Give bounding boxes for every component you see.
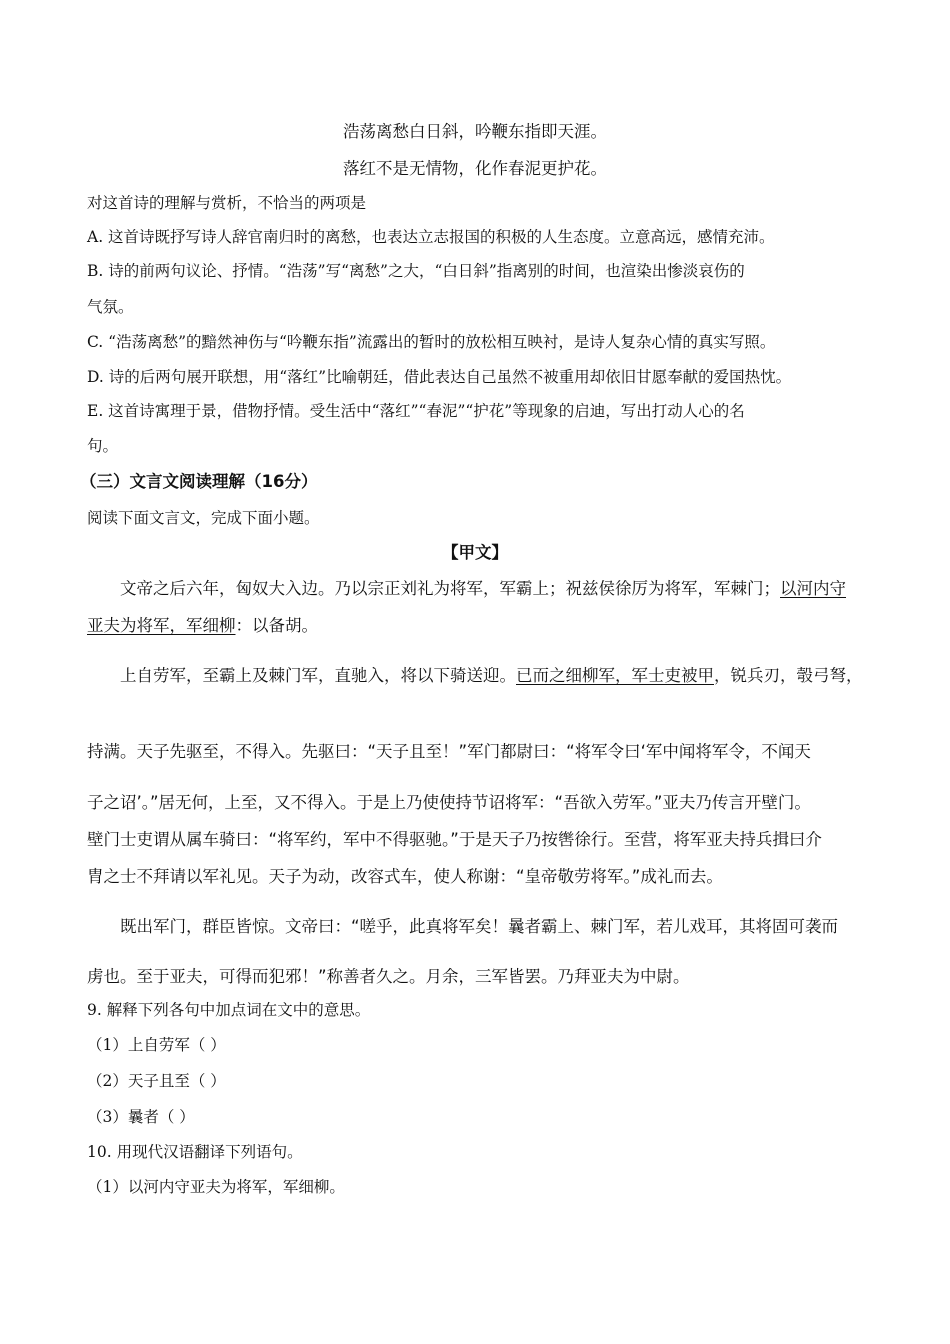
section-instruction: 阅读下面文言文，完成下面小题。 — [87, 509, 320, 527]
underlined-text: 亚夫为将军，军细柳 — [87, 616, 236, 635]
passage-p1-line-2 — [87, 612, 870, 636]
passage-text: 上自劳军，至霸上及棘门军，直驰入，将以下骑送迎。 — [120, 666, 516, 685]
question-10-stem: 10. 用现代汉语翻译下列语句。 — [87, 1143, 303, 1161]
option-e-line-1: E. 这首诗寓理于景，借物抒情。受生活中“落红”“春泥”“护花”等现象的启迪，写出打动人心的名 — [87, 402, 745, 420]
passage-text: ，锐兵刃，彀弓弩， — [714, 666, 863, 685]
option-a: A. 这首诗既抒写诗人辞官南归时的离愁，也表达立志报国的积极的人生态度。立意高远，感情充沛。 — [87, 228, 775, 246]
passage-p3-line-1: 既出军门，群臣皆惊。文帝曰：“嗟乎，此真将军矣！曩者霸上、棘门军，若儿戏耳，其将固可袭而 — [120, 917, 839, 936]
passage-p2-line-1 — [120, 662, 870, 686]
passage-p2-line-4: 壁门士吏谓从属车骑曰：“将军约，军中不得驱驰。”于是天子乃按辔徐行。至营，将军亚夫持兵揖曰介 — [87, 830, 822, 849]
passage-p1-line-1 — [120, 575, 870, 599]
underlined-text: 以河内守 — [780, 579, 846, 598]
section-heading: （三）文言文阅读理解（16分） — [80, 472, 318, 491]
poem-line-1: 浩荡离愁白日斜，吟鞭东指即天涯。 — [343, 122, 607, 141]
passage-text: 文帝之后六年，匈奴大入边。乃以宗正刘礼为将军，军霸上；祝兹侯徐厉为将军，军棘门； — [120, 579, 780, 598]
question-10-item-1: （1）以河内守亚夫为将军，军细柳。 — [87, 1178, 345, 1196]
question-9-stem: 9. 解释下列各句中加点词在文中的意思。 — [87, 1001, 371, 1019]
passage-title: 【甲文】 — [442, 543, 508, 562]
option-d: D. 诗的后两句展开联想，用“落红”比喻朝廷，借此表达自己虽然不被重用却依旧甘愿奉献的爱国热忱。 — [87, 368, 792, 386]
option-c: C. “浩荡离愁”的黯然神伤与“吟鞭东指”流露出的暂时的放松相互映衬，是诗人复杂心情的真实写照。 — [87, 333, 776, 351]
option-b-line-1: B. 诗的前两句议论、抒情。“浩荡”写“离愁”之大，“白日斜”指离别的时间，也渲染出惨淡哀伤的 — [87, 262, 745, 280]
passage-p2-line-3: 子之诏’。”居无何，上至，又不得入。于是上乃使使持节诏将军：“吾欲入劳军。”亚夫乃传言开壁门。 — [87, 793, 811, 812]
poem-line-2: 落红不是无情物，化作春泥更护花。 — [343, 159, 607, 178]
question-9-item-1: （1）上自劳军（ ） — [87, 1036, 226, 1054]
passage-p2-line-5: 胄之士不拜请以军礼见。天子为动，改容式车，使人称谢：“皇帝敬劳将军。”成礼而去。 — [87, 867, 723, 886]
passage-p2-line-2: 持满。天子先驱至，不得入。先驱曰：“天子且至！”军门都尉曰：“将军令曰‘军中闻将军令，不闻天 — [87, 742, 811, 761]
question-9-item-2: （2）天子且至（ ） — [87, 1072, 226, 1090]
underlined-text: 已而之细柳军，军士吏被甲 — [516, 666, 714, 685]
question-8-stem: 对这首诗的理解与赏析，不恰当的两项是 — [87, 194, 367, 212]
option-e-line-2: 句。 — [87, 437, 119, 455]
passage-p3-line-2: 虏也。至于亚夫，可得而犯邪！”称善者久之。月余，三军皆罢。乃拜亚夫为中尉。 — [87, 967, 690, 986]
question-9-item-3: （3）曩者（ ） — [87, 1108, 195, 1126]
passage-text: ：以备胡。 — [235, 616, 318, 635]
option-b-line-2: 气氛。 — [87, 298, 134, 316]
